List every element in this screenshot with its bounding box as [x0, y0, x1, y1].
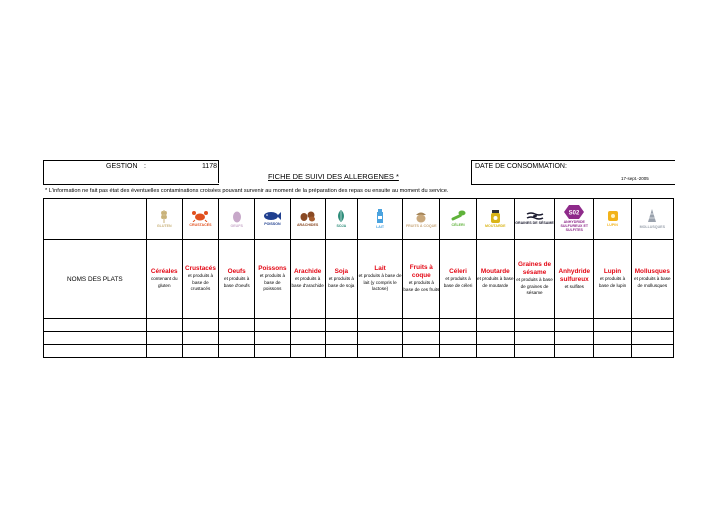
allergen-icon-cell [440, 199, 476, 240]
allergen-description: et produits à base de moutarde [477, 276, 514, 288]
soy-icon [326, 209, 357, 223]
allergen-check-cell[interactable] [594, 332, 631, 345]
allergen-icon-cell [255, 199, 290, 240]
mollusc-icon [632, 209, 673, 224]
allergen-check-cell[interactable] [440, 332, 476, 345]
allergen-icon-caption: MOLLUSQUES [639, 224, 665, 229]
allergen-check-cell[interactable] [325, 332, 357, 345]
allergen-icon-caption: ARACHIDES [296, 222, 319, 227]
allergen-icon-caption: CÉLERI [451, 223, 465, 228]
allergen-description: et produits à base de graines de sésame [516, 277, 553, 296]
allergen-check-cell[interactable] [325, 345, 357, 358]
allergen-check-cell[interactable] [440, 319, 476, 332]
allergen-check-cell[interactable] [219, 319, 255, 332]
allergen-check-cell[interactable] [403, 332, 440, 345]
allergen-icon-caption: LUPIN [607, 223, 618, 228]
allergen-icon-cell [325, 199, 357, 240]
allergen-description: et produits à base de poissons [259, 273, 286, 292]
peanut-icon [291, 211, 325, 222]
allergen-check-cell[interactable] [403, 319, 440, 332]
allergen-check-cell[interactable] [403, 345, 440, 358]
svg-text:S02: S02 [568, 210, 580, 217]
allergen-icon-caption: MOUTARDE [485, 223, 506, 228]
allergen-name-cell [555, 240, 594, 319]
celery-icon [440, 210, 475, 222]
dish-entry-row [44, 332, 674, 345]
allergen-name-cell [325, 240, 357, 319]
gestion-label: GESTION [106, 163, 138, 170]
allergen-name: Graines de sésame [518, 261, 552, 277]
allergen-check-cell[interactable] [146, 345, 182, 358]
allergen-icon-cell [403, 199, 440, 240]
allergen-name-cell [146, 240, 182, 319]
allergen-check-cell[interactable] [594, 345, 631, 358]
gestion-colon: : [144, 163, 146, 170]
allergen-icon-caption: CRUSTACÉS [189, 223, 212, 228]
allergen-icon-cell [476, 199, 514, 240]
gestion-box [43, 160, 219, 185]
lupin-icon [594, 210, 630, 222]
allergen-name: Anhydride sulfureux [558, 267, 591, 283]
allergen-icon-cell [631, 199, 673, 240]
dish-name-cell[interactable] [44, 345, 147, 358]
allergen-check-cell[interactable] [555, 319, 594, 332]
allergen-check-cell[interactable] [476, 345, 514, 358]
consommation-label: DATE DE CONSOMMATION [475, 163, 565, 170]
allergen-icon-cell [219, 199, 255, 240]
allergen-check-cell[interactable] [182, 332, 218, 345]
dish-name-cell[interactable] [44, 332, 147, 345]
allergen-icon-cell [357, 199, 402, 240]
allergen-description: et produits à base d'oeufs [223, 276, 250, 288]
allergen-check-cell[interactable] [219, 332, 255, 345]
allergen-name: Oeufs [227, 268, 246, 276]
allergen-check-cell[interactable] [325, 319, 357, 332]
disclaimer: * L'information ne fait pas état des éventuelles contaminations croisées pouvant survenir au moment de la préparation des repas ou ensuite au moment du service. [45, 188, 449, 194]
allergen-icon-caption: FRUITS À COQUE [405, 223, 437, 228]
allergen-icon-cell [594, 199, 631, 240]
allergen-icon-caption: GRAINES DE SÉSAME [515, 221, 554, 226]
fish-icon [255, 211, 289, 221]
allergen-description: et produits à base de crustacés [187, 273, 214, 292]
allergen-name: Arachide [293, 268, 322, 276]
allergen-check-cell[interactable] [290, 332, 325, 345]
allergen-icon-cell [555, 199, 594, 240]
allergen-check-cell[interactable] [255, 345, 290, 358]
consommation-colon: : [565, 163, 567, 170]
allergen-check-cell[interactable] [476, 319, 514, 332]
allergen-check-cell[interactable] [631, 319, 673, 332]
allergen-description: et produits à base d'arachide [291, 276, 324, 288]
allergen-name: Fruits à coque [409, 264, 433, 280]
allergen-check-cell[interactable] [255, 319, 290, 332]
header-separator [218, 160, 219, 183]
allergen-name-cell [514, 240, 554, 319]
allergen-name-cell [476, 240, 514, 319]
allergen-check-cell[interactable] [555, 332, 594, 345]
page-title: FICHE DE SUIVI DES ALLERGENES * [268, 172, 399, 181]
allergen-check-cell[interactable] [290, 345, 325, 358]
allergen-check-cell[interactable] [290, 319, 325, 332]
allergen-icon-cell [514, 199, 554, 240]
allergen-check-cell[interactable] [514, 319, 554, 332]
allergen-check-cell[interactable] [514, 332, 554, 345]
allergen-name: Céleri [449, 268, 467, 276]
allergen-check-cell[interactable] [476, 332, 514, 345]
allergen-icon-caption: GLUTEN [156, 224, 172, 229]
icon-row [44, 199, 674, 240]
allergen-icon-caption: LAIT [376, 224, 385, 229]
allergen-icon-caption: SOJA [336, 224, 347, 229]
allergen-description: et produits à base de lait (y compris le lactose) [358, 273, 402, 292]
so2-icon [555, 205, 593, 219]
allergen-description: et produits à base de mollusques [634, 276, 671, 288]
allergen-icon-caption: POISSON [264, 222, 281, 227]
consommation-date[interactable]: 17-sept.-2005 [621, 176, 649, 181]
allergen-name: Lait [374, 265, 386, 273]
allergen-check-cell[interactable] [555, 345, 594, 358]
allergen-check-cell[interactable] [182, 319, 218, 332]
allergen-icon-cell [146, 199, 182, 240]
allergen-check-cell[interactable] [146, 332, 182, 345]
allergen-icon-caption: ANHYDRIDE SULFUREUX ET SULFITES [560, 220, 589, 232]
allergen-table [43, 198, 674, 358]
milk-icon [358, 209, 402, 224]
dish-entry-row [44, 345, 674, 358]
allergen-name-cell [631, 240, 673, 319]
allergen-name-cell [182, 240, 218, 319]
allergen-name: Crustacés [185, 265, 216, 273]
consommation-box [471, 160, 675, 185]
allergen-check-cell[interactable] [594, 319, 631, 332]
mustard-icon [477, 210, 514, 223]
allergen-name-cell [290, 240, 325, 319]
sesame-icon [515, 212, 554, 220]
allergen-icon-caption: OEUFS [230, 223, 243, 228]
name-row [44, 240, 674, 319]
allergen-name: Lupin [603, 268, 622, 276]
allergen-description: et produits à base de soja [328, 276, 355, 288]
allergen-check-cell[interactable] [182, 345, 218, 358]
allergen-check-cell[interactable] [357, 332, 402, 345]
allergen-name-cell [403, 240, 440, 319]
allergen-check-cell[interactable] [440, 345, 476, 358]
allergen-check-cell[interactable] [631, 345, 673, 358]
allergen-name-cell [357, 240, 402, 319]
icon-row-header-cell [44, 199, 147, 240]
allergen-check-cell[interactable] [514, 345, 554, 358]
allergen-check-cell[interactable] [631, 332, 673, 345]
allergen-description: et produits à base de ces fruits [403, 280, 440, 292]
allergen-check-cell[interactable] [357, 345, 402, 358]
dish-entry-row [44, 319, 674, 332]
allergen-description: et produits à base de céleri [443, 276, 473, 288]
dish-name-cell[interactable] [44, 319, 147, 332]
wheat-icon [147, 209, 182, 223]
allergen-name: Moutarde [480, 268, 510, 276]
allergen-name-cell [255, 240, 290, 319]
allergen-name-cell [594, 240, 631, 319]
gestion-number[interactable]: 1178 [201, 163, 217, 170]
allergen-description: et produits à base de lupin [598, 276, 627, 288]
allergen-name: Soja [334, 268, 349, 276]
allergen-name: Poissons [258, 265, 287, 273]
nut-icon [403, 210, 439, 223]
allergen-description: contenant du gluten [150, 276, 178, 288]
allergen-icon-cell [182, 199, 218, 240]
allergen-description: et sulfites [564, 283, 584, 289]
allergen-name: Mollusques [634, 268, 670, 276]
allergen-check-cell[interactable] [219, 345, 255, 358]
allergen-check-cell[interactable] [255, 332, 290, 345]
noms-des-plats-header: NOMS DES PLATS [44, 240, 147, 319]
egg-icon [219, 210, 254, 223]
allergen-icon-cell [290, 199, 325, 240]
allergen-check-cell[interactable] [357, 319, 402, 332]
allergen-name-cell [219, 240, 255, 319]
crab-icon [183, 210, 218, 222]
allergen-name: Céréales [150, 268, 178, 276]
allergen-check-cell[interactable] [146, 319, 182, 332]
allergen-name-cell [440, 240, 476, 319]
